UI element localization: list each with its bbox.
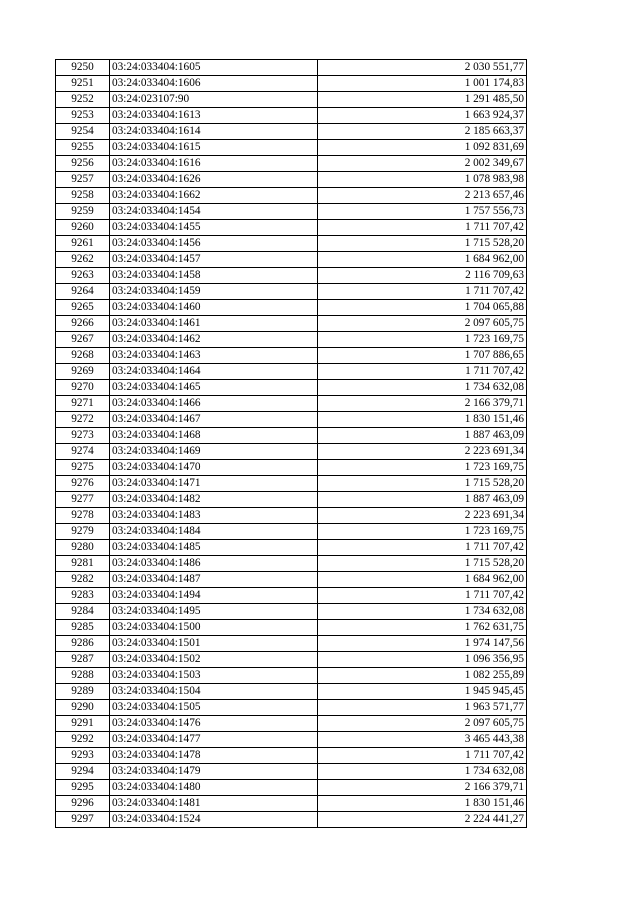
- row-number-cell: 9283: [56, 588, 110, 604]
- table-row: [56, 476, 527, 492]
- row-number-cell: 9287: [56, 652, 110, 668]
- cadastral-number-cell: 03:24:033404:1460: [110, 300, 318, 316]
- table-row: [56, 684, 527, 700]
- row-number-cell: 9275: [56, 460, 110, 476]
- cadastral-number-cell: 03:24:033404:1500: [110, 620, 318, 636]
- cadastral-number-cell: 03:24:033404:1454: [110, 204, 318, 220]
- value-cell: 2 097 605,75: [318, 316, 527, 332]
- cadastral-number-cell: 03:24:033404:1463: [110, 348, 318, 364]
- row-number-cell: 9258: [56, 188, 110, 204]
- value-cell: 1 723 169,75: [318, 332, 527, 348]
- value-cell: 1 887 463,09: [318, 428, 527, 444]
- row-number-cell: 9290: [56, 700, 110, 716]
- table-row: [56, 268, 527, 284]
- table-row: [56, 572, 527, 588]
- table-row: [56, 252, 527, 268]
- value-cell: 2 166 379,71: [318, 396, 527, 412]
- table-row: [56, 668, 527, 684]
- table-row: [56, 716, 527, 732]
- row-number-cell: 9270: [56, 380, 110, 396]
- value-cell: 1 734 632,08: [318, 764, 527, 780]
- row-number-cell: 9263: [56, 268, 110, 284]
- row-number-cell: 9276: [56, 476, 110, 492]
- row-number-cell: 9251: [56, 76, 110, 92]
- row-number-cell: 9259: [56, 204, 110, 220]
- table-row: [56, 732, 527, 748]
- table-row: [56, 620, 527, 636]
- value-cell: 1 757 556,73: [318, 204, 527, 220]
- value-cell: 1 001 174,83: [318, 76, 527, 92]
- cadastral-number-cell: 03:24:033404:1524: [110, 812, 318, 828]
- value-cell: 1 887 463,09: [318, 492, 527, 508]
- row-number-cell: 9296: [56, 796, 110, 812]
- value-cell: 1 711 707,42: [318, 588, 527, 604]
- row-number-cell: 9254: [56, 124, 110, 140]
- row-number-cell: 9286: [56, 636, 110, 652]
- value-cell: 2 223 691,34: [318, 444, 527, 460]
- table-row: [56, 332, 527, 348]
- row-number-cell: 9264: [56, 284, 110, 300]
- value-cell: 1 711 707,42: [318, 364, 527, 380]
- cadastral-number-cell: 03:24:033404:1487: [110, 572, 318, 588]
- cadastral-number-cell: 03:24:033404:1606: [110, 76, 318, 92]
- table-row: [56, 236, 527, 252]
- table-row: [56, 220, 527, 236]
- value-cell: 1 711 707,42: [318, 284, 527, 300]
- table-row: [56, 444, 527, 460]
- row-number-cell: 9253: [56, 108, 110, 124]
- cadastral-number-cell: 03:24:033404:1470: [110, 460, 318, 476]
- value-cell: 1 711 707,42: [318, 220, 527, 236]
- table-body: [56, 60, 527, 828]
- value-cell: 1 734 632,08: [318, 604, 527, 620]
- value-cell: 1 715 528,20: [318, 556, 527, 572]
- row-number-cell: 9282: [56, 572, 110, 588]
- row-number-cell: 9292: [56, 732, 110, 748]
- row-number-cell: 9269: [56, 364, 110, 380]
- value-cell: 1 078 983,98: [318, 172, 527, 188]
- cadastral-number-cell: 03:24:033404:1467: [110, 412, 318, 428]
- value-cell: 1 291 485,50: [318, 92, 527, 108]
- row-number-cell: 9293: [56, 748, 110, 764]
- value-cell: 1 684 962,00: [318, 252, 527, 268]
- value-cell: 2 002 349,67: [318, 156, 527, 172]
- cadastral-number-cell: 03:24:033404:1613: [110, 108, 318, 124]
- value-cell: 1 715 528,20: [318, 476, 527, 492]
- cadastral-number-cell: 03:24:033404:1479: [110, 764, 318, 780]
- table-row: [56, 316, 527, 332]
- table-row: [56, 556, 527, 572]
- value-cell: 3 465 443,38: [318, 732, 527, 748]
- row-number-cell: 9281: [56, 556, 110, 572]
- row-number-cell: 9273: [56, 428, 110, 444]
- row-number-cell: 9272: [56, 412, 110, 428]
- row-number-cell: 9295: [56, 780, 110, 796]
- table-row: [56, 188, 527, 204]
- table-row: [56, 92, 527, 108]
- value-cell: 1 830 151,46: [318, 412, 527, 428]
- value-cell: 1 723 169,75: [318, 460, 527, 476]
- cadastral-number-cell: 03:24:033404:1456: [110, 236, 318, 252]
- value-cell: 1 715 528,20: [318, 236, 527, 252]
- value-cell: 1 092 831,69: [318, 140, 527, 156]
- table-row: [56, 140, 527, 156]
- table-row: [56, 588, 527, 604]
- cadastral-number-cell: 03:24:033404:1461: [110, 316, 318, 332]
- table-row: [56, 284, 527, 300]
- row-number-cell: 9278: [56, 508, 110, 524]
- cadastral-number-cell: 03:24:033404:1481: [110, 796, 318, 812]
- row-number-cell: 9289: [56, 684, 110, 700]
- table-row: [56, 396, 527, 412]
- row-number-cell: 9265: [56, 300, 110, 316]
- table-row: [56, 524, 527, 540]
- value-cell: 1 096 356,95: [318, 652, 527, 668]
- cadastral-number-cell: 03:24:033404:1503: [110, 668, 318, 684]
- cadastral-number-cell: 03:24:033404:1478: [110, 748, 318, 764]
- cadastral-number-cell: 03:24:033404:1471: [110, 476, 318, 492]
- row-number-cell: 9266: [56, 316, 110, 332]
- row-number-cell: 9271: [56, 396, 110, 412]
- row-number-cell: 9294: [56, 764, 110, 780]
- cadastral-number-cell: 03:24:033404:1482: [110, 492, 318, 508]
- row-number-cell: 9288: [56, 668, 110, 684]
- row-number-cell: 9261: [56, 236, 110, 252]
- table-row: [56, 172, 527, 188]
- cadastral-number-cell: 03:24:033404:1662: [110, 188, 318, 204]
- cadastral-number-cell: 03:24:033404:1495: [110, 604, 318, 620]
- row-number-cell: 9256: [56, 156, 110, 172]
- value-cell: 1 684 962,00: [318, 572, 527, 588]
- cadastral-number-cell: 03:24:033404:1485: [110, 540, 318, 556]
- table-row: [56, 156, 527, 172]
- table-row: [56, 380, 527, 396]
- cadastral-number-cell: 03:24:033404:1484: [110, 524, 318, 540]
- value-cell: 1 734 632,08: [318, 380, 527, 396]
- row-number-cell: 9284: [56, 604, 110, 620]
- row-number-cell: 9260: [56, 220, 110, 236]
- cadastral-number-cell: 03:24:033404:1457: [110, 252, 318, 268]
- row-number-cell: 9280: [56, 540, 110, 556]
- cadastral-number-cell: 03:24:033404:1483: [110, 508, 318, 524]
- value-cell: 2 116 709,63: [318, 268, 527, 284]
- cadastral-number-cell: 03:24:033404:1462: [110, 332, 318, 348]
- value-cell: 1 711 707,42: [318, 540, 527, 556]
- cadastral-number-cell: 03:24:033404:1459: [110, 284, 318, 300]
- cadastral-value-table: [55, 59, 527, 828]
- value-cell: 1 723 169,75: [318, 524, 527, 540]
- cadastral-number-cell: 03:24:033404:1455: [110, 220, 318, 236]
- table-row: [56, 700, 527, 716]
- value-cell: 2 213 657,46: [318, 188, 527, 204]
- value-cell: 1 830 151,46: [318, 796, 527, 812]
- table-row: [56, 76, 527, 92]
- table-row: [56, 204, 527, 220]
- cadastral-number-cell: 03:24:033404:1502: [110, 652, 318, 668]
- value-cell: 2 185 663,37: [318, 124, 527, 140]
- row-number-cell: 9297: [56, 812, 110, 828]
- table-row: [56, 540, 527, 556]
- value-cell: 1 945 945,45: [318, 684, 527, 700]
- row-number-cell: 9262: [56, 252, 110, 268]
- cadastral-number-cell: 03:24:033404:1615: [110, 140, 318, 156]
- value-cell: 1 963 571,77: [318, 700, 527, 716]
- value-cell: 2 097 605,75: [318, 716, 527, 732]
- table-row: [56, 492, 527, 508]
- table-row: [56, 428, 527, 444]
- table-row: [56, 796, 527, 812]
- table-row: [56, 364, 527, 380]
- value-cell: 1 663 924,37: [318, 108, 527, 124]
- value-cell: 1 707 886,65: [318, 348, 527, 364]
- cadastral-number-cell: 03:24:033404:1480: [110, 780, 318, 796]
- cadastral-number-cell: 03:24:033404:1504: [110, 684, 318, 700]
- table-row: [56, 108, 527, 124]
- cadastral-number-cell: 03:24:033404:1605: [110, 60, 318, 76]
- cadastral-number-cell: 03:24:033404:1494: [110, 588, 318, 604]
- row-number-cell: 9291: [56, 716, 110, 732]
- cadastral-number-cell: 03:24:033404:1486: [110, 556, 318, 572]
- cadastral-number-cell: 03:24:033404:1501: [110, 636, 318, 652]
- row-number-cell: 9267: [56, 332, 110, 348]
- table-row: [56, 812, 527, 828]
- cadastral-number-cell: 03:24:033404:1614: [110, 124, 318, 140]
- row-number-cell: 9277: [56, 492, 110, 508]
- row-number-cell: 9285: [56, 620, 110, 636]
- cadastral-number-cell: 03:24:033404:1476: [110, 716, 318, 732]
- cadastral-number-cell: 03:24:033404:1616: [110, 156, 318, 172]
- table-row: [56, 636, 527, 652]
- row-number-cell: 9250: [56, 60, 110, 76]
- table-row: [56, 124, 527, 140]
- table-row: [56, 780, 527, 796]
- cadastral-number-cell: 03:24:033404:1469: [110, 444, 318, 460]
- table-row: [56, 604, 527, 620]
- table-row: [56, 300, 527, 316]
- value-cell: 1 082 255,89: [318, 668, 527, 684]
- table-row: [56, 412, 527, 428]
- row-number-cell: 9257: [56, 172, 110, 188]
- value-cell: 2 030 551,77: [318, 60, 527, 76]
- table-row: [56, 348, 527, 364]
- table-row: [56, 508, 527, 524]
- table-row: [56, 460, 527, 476]
- value-cell: 1 704 065,88: [318, 300, 527, 316]
- cadastral-number-cell: 03:24:033404:1626: [110, 172, 318, 188]
- table-row: [56, 60, 527, 76]
- row-number-cell: 9255: [56, 140, 110, 156]
- cadastral-number-cell: 03:24:033404:1465: [110, 380, 318, 396]
- table-row: [56, 764, 527, 780]
- cadastral-number-cell: 03:24:033404:1466: [110, 396, 318, 412]
- value-cell: 2 166 379,71: [318, 780, 527, 796]
- value-cell: 1 762 631,75: [318, 620, 527, 636]
- value-cell: 1 711 707,42: [318, 748, 527, 764]
- table-row: [56, 652, 527, 668]
- cadastral-number-cell: 03:24:033404:1464: [110, 364, 318, 380]
- table-row: [56, 748, 527, 764]
- row-number-cell: 9252: [56, 92, 110, 108]
- cadastral-number-cell: 03:24:033404:1458: [110, 268, 318, 284]
- value-cell: 2 223 691,34: [318, 508, 527, 524]
- value-cell: 2 224 441,27: [318, 812, 527, 828]
- row-number-cell: 9274: [56, 444, 110, 460]
- row-number-cell: 9279: [56, 524, 110, 540]
- cadastral-number-cell: 03:24:033404:1477: [110, 732, 318, 748]
- cadastral-number-cell: 03:24:033404:1505: [110, 700, 318, 716]
- cadastral-number-cell: 03:24:023107:90: [110, 92, 318, 108]
- row-number-cell: 9268: [56, 348, 110, 364]
- cadastral-number-cell: 03:24:033404:1468: [110, 428, 318, 444]
- value-cell: 1 974 147,56: [318, 636, 527, 652]
